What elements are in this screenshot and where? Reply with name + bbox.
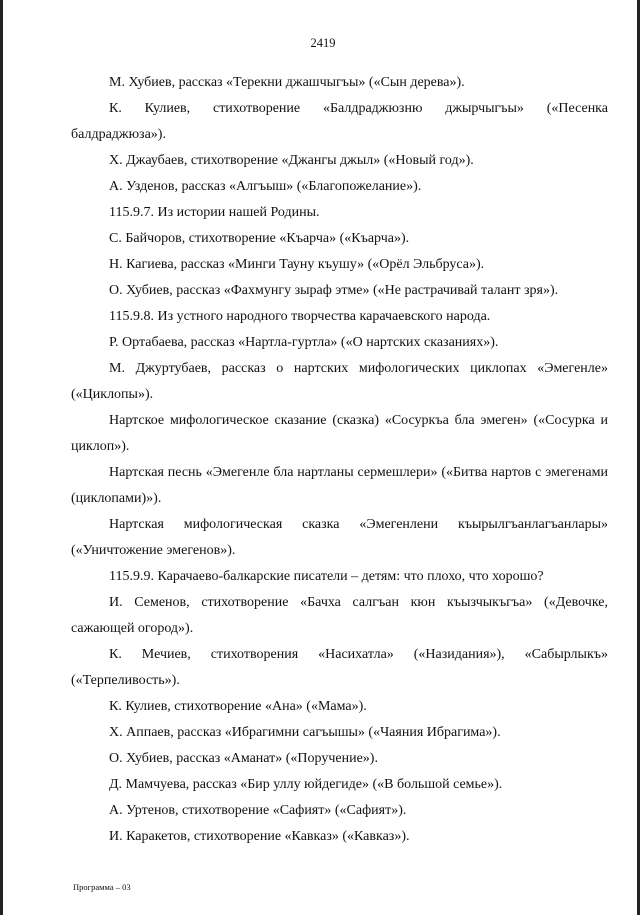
paragraph: К. Кулиев, стихотворение «Ана» («Мама»). (109, 699, 367, 714)
paragraph: О. Хубиев, рассказ «Фахмунгу зыраф этме» («Не растрачивай талант зря»). (109, 283, 559, 298)
paragraph: К. Кулиев, стихотворение «Балдраджюзню джырчыгъы» («Песенка балдраджюза»). (71, 101, 608, 142)
paragraph: С. Байчоров, стихотворение «Къарча» («Къарча»). (109, 231, 410, 246)
paragraph: Х. Джаубаев, стихотворение «Джангы джыл» («Новый год»). (109, 153, 474, 168)
paragraph: А. Узденов, рассказ «Алгъыш» («Благопожелание»). (109, 179, 422, 194)
section-heading: 115.9.7. Из истории нашей Родины. (109, 205, 320, 220)
paragraph: И. Семенов, стихотворение «Бачха салгъан кюн къызчыкъгъа» («Девочке, сажающей огород»). (71, 595, 608, 636)
paragraph: М. Джуртубаев, рассказ о нартских мифологических циклопах «Эмегенле» («Циклопы»). (71, 361, 608, 402)
paragraph: Р. Ортабаева, рассказ «Нартла-гуртла» («О нартских сказаниях»). (109, 335, 499, 350)
document-body (71, 70, 608, 850)
paragraph: Нартская мифологическая сказка «Эмегенлени къырылгъанлагъанлары» («Уничтожение эмегенов»). (71, 517, 608, 558)
paragraph: Д. Мамчуева, рассказ «Бир уллу юйдегиде» («В большой семье»). (109, 777, 503, 792)
paragraph: А. Уртенов, стихотворение «Сафият» («Сафият»). (109, 803, 407, 818)
section-heading: 115.9.9. Карачаево-балкарские писатели – детям: что плохо, что хорошо? (109, 569, 544, 584)
page-number: 2419 (310, 36, 336, 50)
paragraph: О. Хубиев, рассказ «Аманат» («Поручение»). (109, 751, 378, 766)
paragraph: Нартское мифологическое сказание (сказка) «Сосуркъа бла эмеген» («Сосурка и циклоп»). (71, 413, 608, 454)
paragraph: Н. Кагиева, рассказ «Минги Тауну къушу» («Орёл Эльбруса»). (109, 257, 485, 272)
paragraph: Нартская песнь «Эмегенле бла нартланы сермешлери» («Битва нартов с эмегенами (циклопами)»). (71, 465, 608, 506)
paragraph: К. Мечиев, стихотворения «Насихатла» («Назидания»), «Сабырлыкъ» («Терпеливость»). (71, 647, 608, 688)
section-heading: 115.9.8. Из устного народного творчества карачаевского народа. (109, 309, 491, 324)
paragraph: Х. Аппаев, рассказ «Ибрагимни сагъышы» («Чаяния Ибрагима»). (109, 725, 501, 740)
paragraph: И. Каракетов, стихотворение «Кавказ» («Кавказ»). (109, 829, 410, 844)
page-footer: Программа – 03 (73, 882, 131, 892)
paragraph: М. Хубиев, рассказ «Терекни джашчыгъы» («Сын дерева»). (109, 75, 465, 90)
